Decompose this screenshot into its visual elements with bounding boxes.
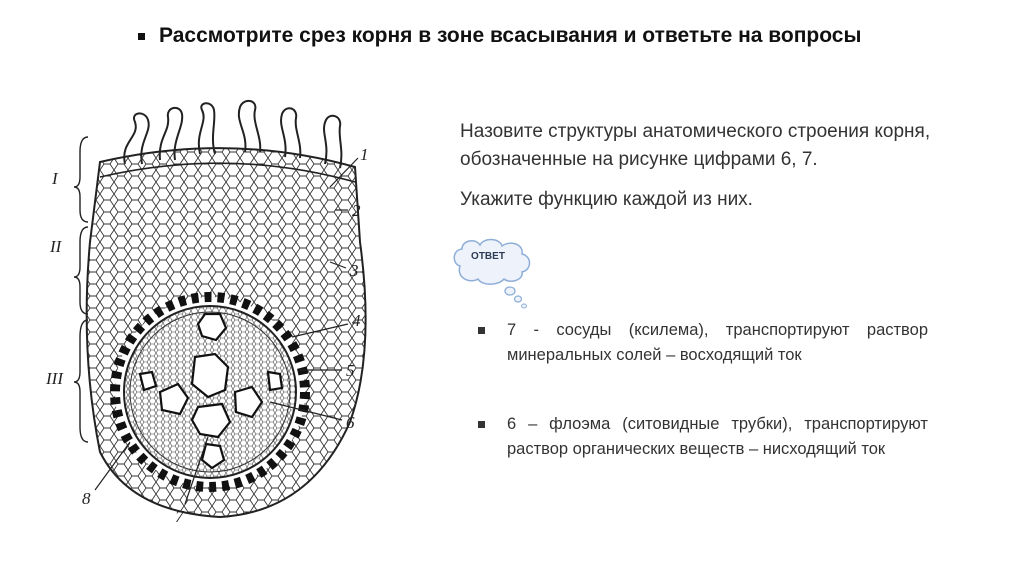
answer-item (478, 318, 928, 368)
number-label-3: 3 (350, 261, 359, 280)
number-label-6: 6 (346, 413, 355, 432)
number-label-7: 7 (175, 507, 184, 526)
root-cross-section-figure (30, 92, 430, 532)
central-cylinder (115, 297, 305, 487)
number-label-2: 2 (352, 201, 361, 220)
bullet-icon (478, 327, 485, 334)
question-block (460, 118, 1000, 214)
number-label-4: 4 (352, 311, 361, 330)
number-label-5: 5 (346, 361, 355, 380)
thought-bubble-icon (448, 236, 538, 312)
answer-bubble-label: ОТВЕТ (471, 251, 505, 262)
number-label-1: 1 (360, 145, 369, 164)
slide-title (138, 24, 978, 48)
number-label-8: 8 (82, 489, 91, 508)
zone-braces (74, 137, 88, 442)
zone-label-1: I (52, 169, 58, 188)
title-text: Рассмотрите срез корня в зоне всасывания и ответьте на вопросы (159, 24, 862, 47)
bullet-icon (478, 421, 485, 428)
answer-item (478, 412, 928, 462)
answer-text-6: 6 – флоэма (ситовидные трубки), транспортируют раствор органических веществ – нисходящий ток (507, 415, 928, 458)
question-line-2: обозначенные на рисунке цифрами 6, 7. (460, 149, 818, 170)
question-line-1: Назовите структуры анатомического строения корня, (460, 121, 931, 142)
answer-text-7: 7 - сосуды (ксилема), транспортируют раствор минеральных солей – восходящий ток (507, 321, 928, 364)
question-line-3: Укажите функцию каждой из них. (460, 189, 753, 210)
title-bullet (138, 33, 145, 40)
answers-list (478, 318, 928, 462)
zone-label-3: III (46, 369, 63, 388)
zone-label-2: II (50, 237, 62, 256)
